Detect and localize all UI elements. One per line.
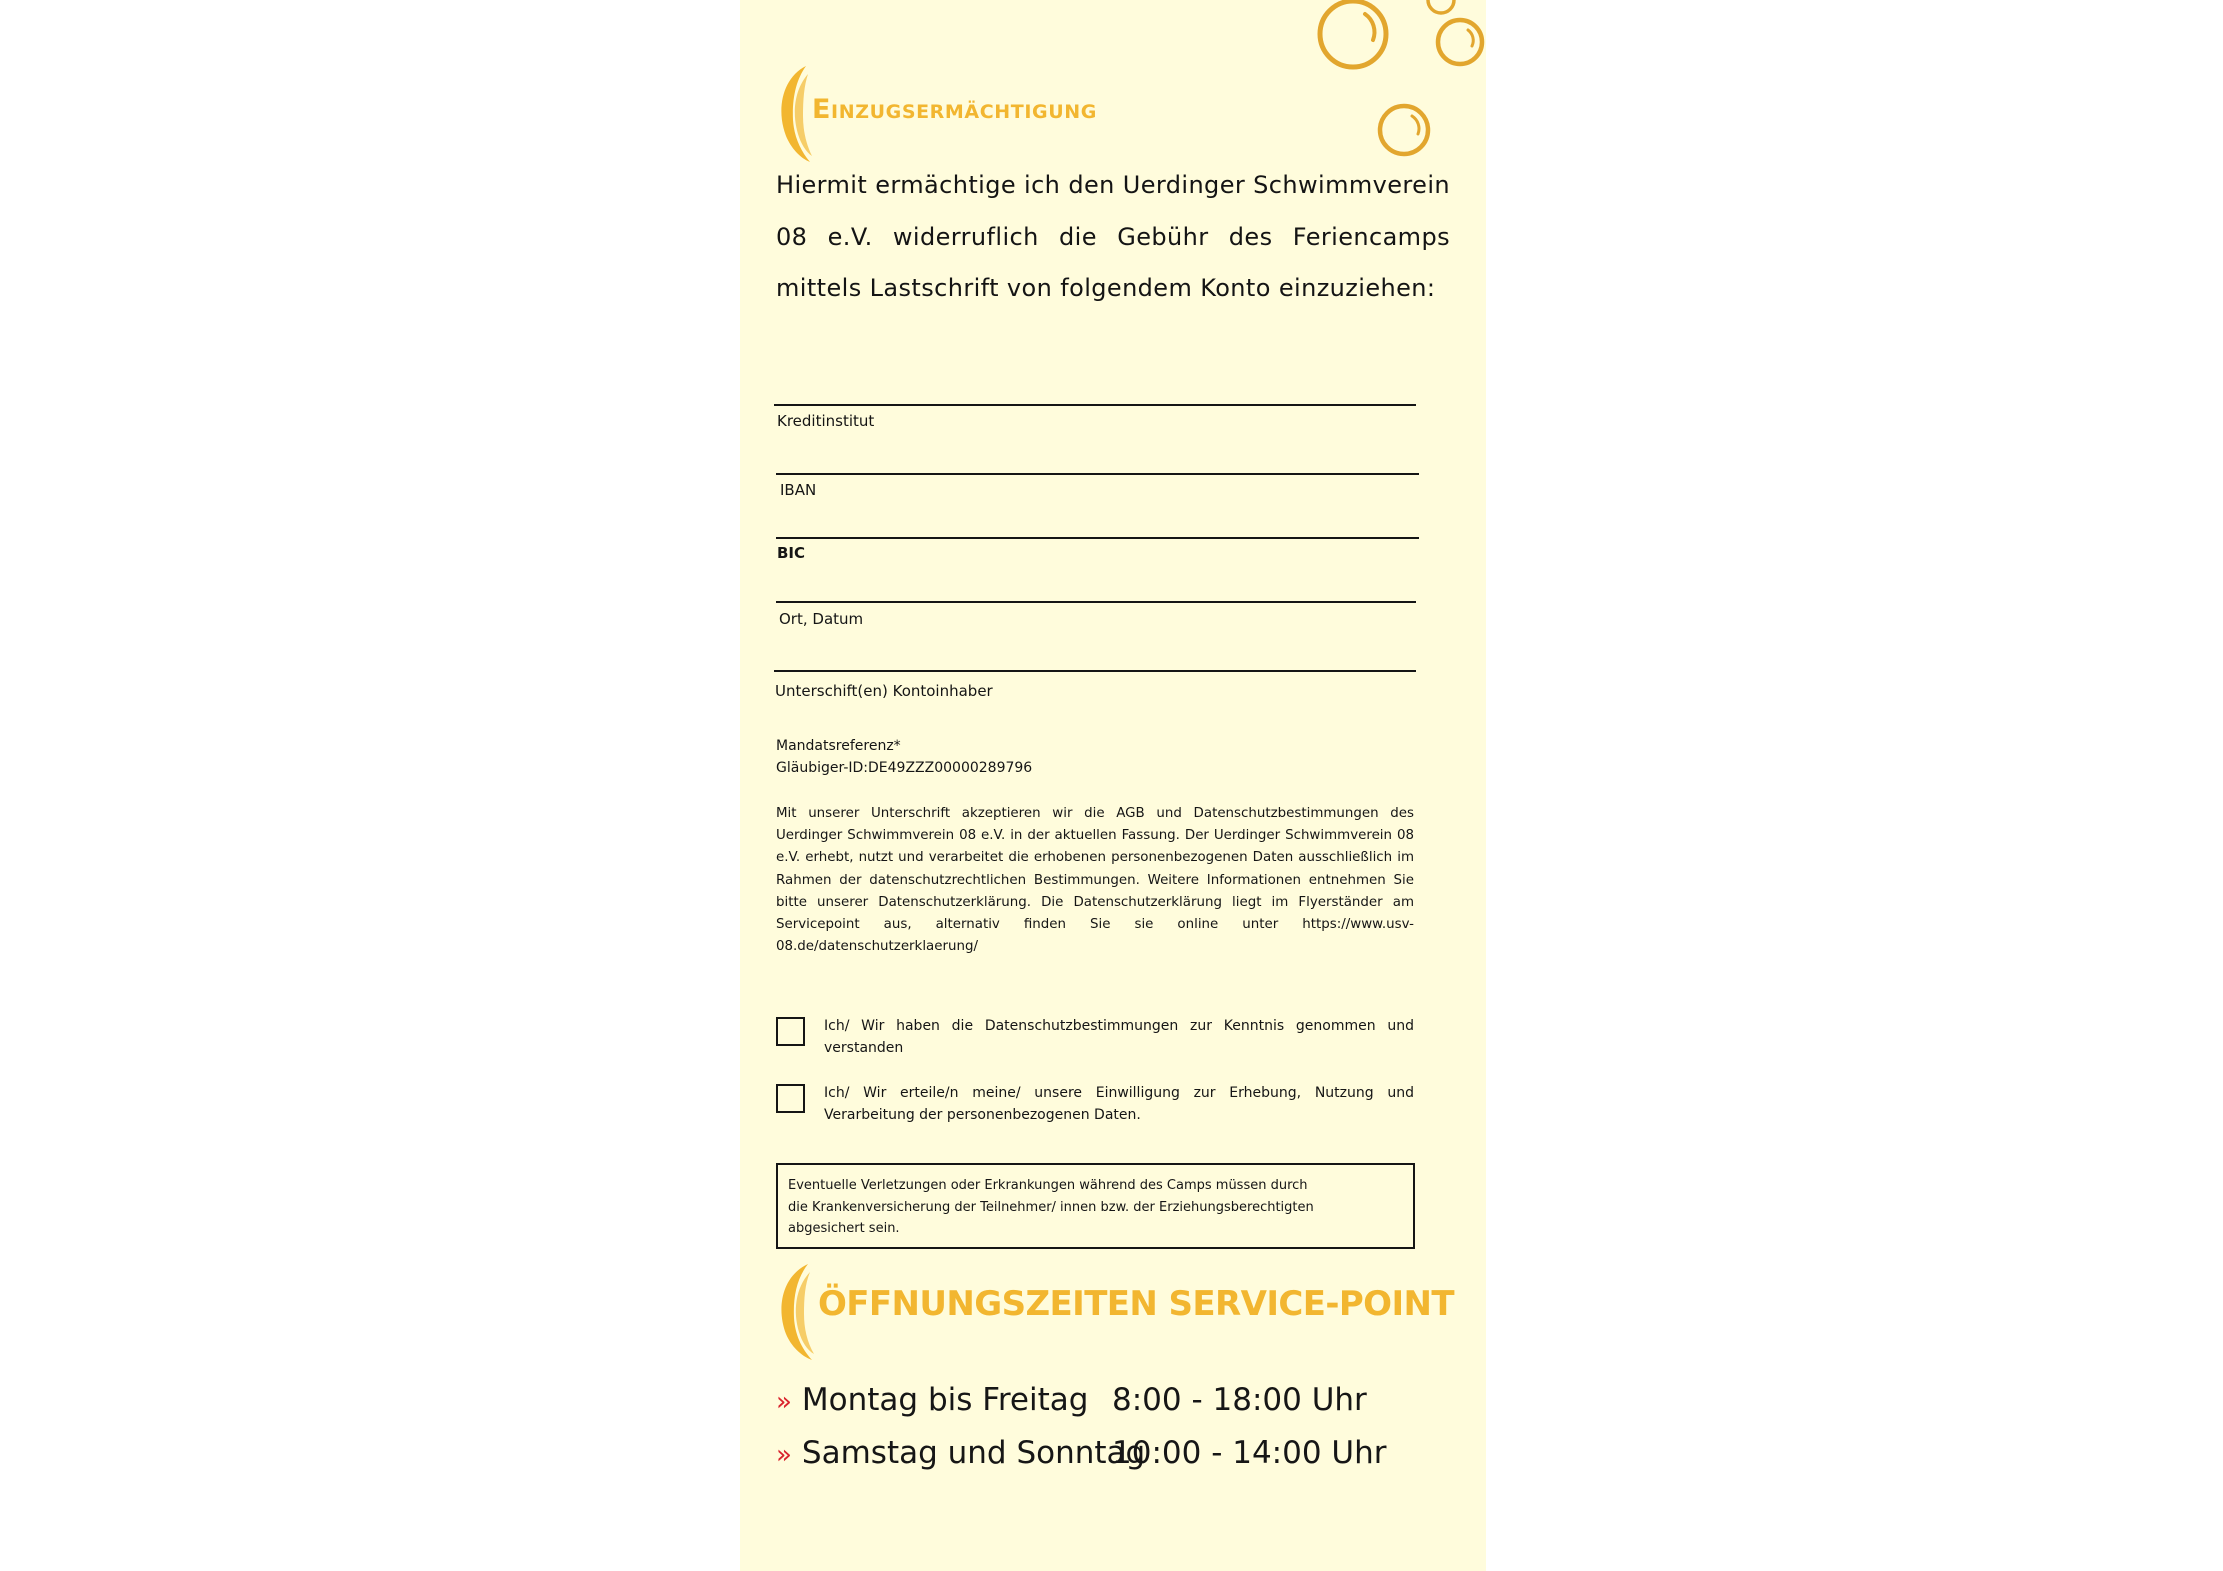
swoosh-logo-icon	[774, 64, 814, 164]
consent-text-2: Ich/ Wir erteile/n meine/ unsere Einwilligung zur Erhebung, Nutzung und Verarbeitung der personenbezogenen Daten.	[824, 1085, 1414, 1124]
notice-line: die Krankenversicherung der Teilnehmer/ innen bzw. der Erziehungsberechtigten	[788, 1199, 1314, 1215]
swoosh-logo-icon	[774, 1262, 816, 1362]
signature-line[interactable]	[774, 670, 1416, 672]
creditor-id: Gläubiger-ID:DE49ZZZ00000289796	[776, 760, 1033, 776]
chevron-icon: »	[776, 1440, 792, 1470]
hours-time: 8:00 - 18:00 Uhr	[1112, 1382, 1367, 1418]
notice-line: abgesichert sein.	[788, 1221, 900, 1236]
place-date-label: Ort, Datum	[779, 610, 864, 628]
mandate-reference: Mandatsreferenz*	[776, 738, 901, 754]
iban-label: IBAN	[780, 481, 817, 499]
flyer-page	[740, 0, 1486, 1571]
insurance-notice-box	[776, 1163, 1415, 1249]
mandate-heading: Einzugsermächtigung	[812, 94, 1097, 125]
privacy-notice: Mit unserer Unterschrift akzeptieren wir die AGB und Datenschutzbestimmungen des Uerdinger Schwimmverein 08 e.V. in der aktuellen Fassung. Der Uerdinger Schwimmverein 08 e.V. erhebt, nutzt und verarbeitet die erhobenen personenbezogenen Daten ausschließlich im Rahmen der datenschutzrechtlichen Bestimmungen. Weitere Informationen entnehmen Sie bitte unserer Datenschutzerklärung. Die Datenschutzerklärung liegt im Flyerständer am Servicepoint aus, alternativ finden Sie sie online unter https://www.usv-08.de/datenschutzerklaerung/	[776, 806, 1414, 955]
insurance-notice-text	[788, 1175, 1348, 1240]
service-point-heading: ÖFFNUNGSZEITEN SERVICE-POINT	[818, 1284, 1454, 1324]
hours-time: 10:00 - 14:00 Uhr	[1112, 1435, 1387, 1471]
notice-line: Eventuelle Verletzungen oder Erkrankungen während des Camps müssen durch	[788, 1178, 1308, 1193]
bubbles-icon	[740, 0, 1486, 170]
mandate-intro: Hiermit ermächtige ich den Uerdinger Schwimmverein 08 e.V. widerruflich die Gebühr des Feriencamps mittels Lastschrift von folgendem Konto einzuziehen:	[776, 171, 1450, 302]
hours-row-weekdays	[776, 1382, 1367, 1418]
signature-label: Unterschift(en) Kontoinhaber	[775, 682, 993, 700]
consent-checkbox-2[interactable]	[776, 1084, 805, 1113]
place-date-line[interactable]	[776, 601, 1416, 603]
iban-line[interactable]	[776, 473, 1419, 475]
hours-row-weekend	[776, 1435, 1387, 1471]
hours-days: Samstag und Sonntag	[801, 1435, 1146, 1471]
bic-line[interactable]	[776, 537, 1419, 539]
bic-label: BIC	[777, 544, 806, 562]
chevron-icon: »	[776, 1387, 792, 1417]
consent-text-1: Ich/ Wir haben die Datenschutzbestimmungen zur Kenntnis genommen und verstanden	[824, 1018, 1414, 1057]
bank-line[interactable]	[774, 404, 1416, 406]
bank-label: Kreditinstitut	[777, 412, 875, 430]
consent-checkbox-1[interactable]	[776, 1017, 805, 1046]
hours-days: Montag bis Freitag	[801, 1382, 1089, 1418]
